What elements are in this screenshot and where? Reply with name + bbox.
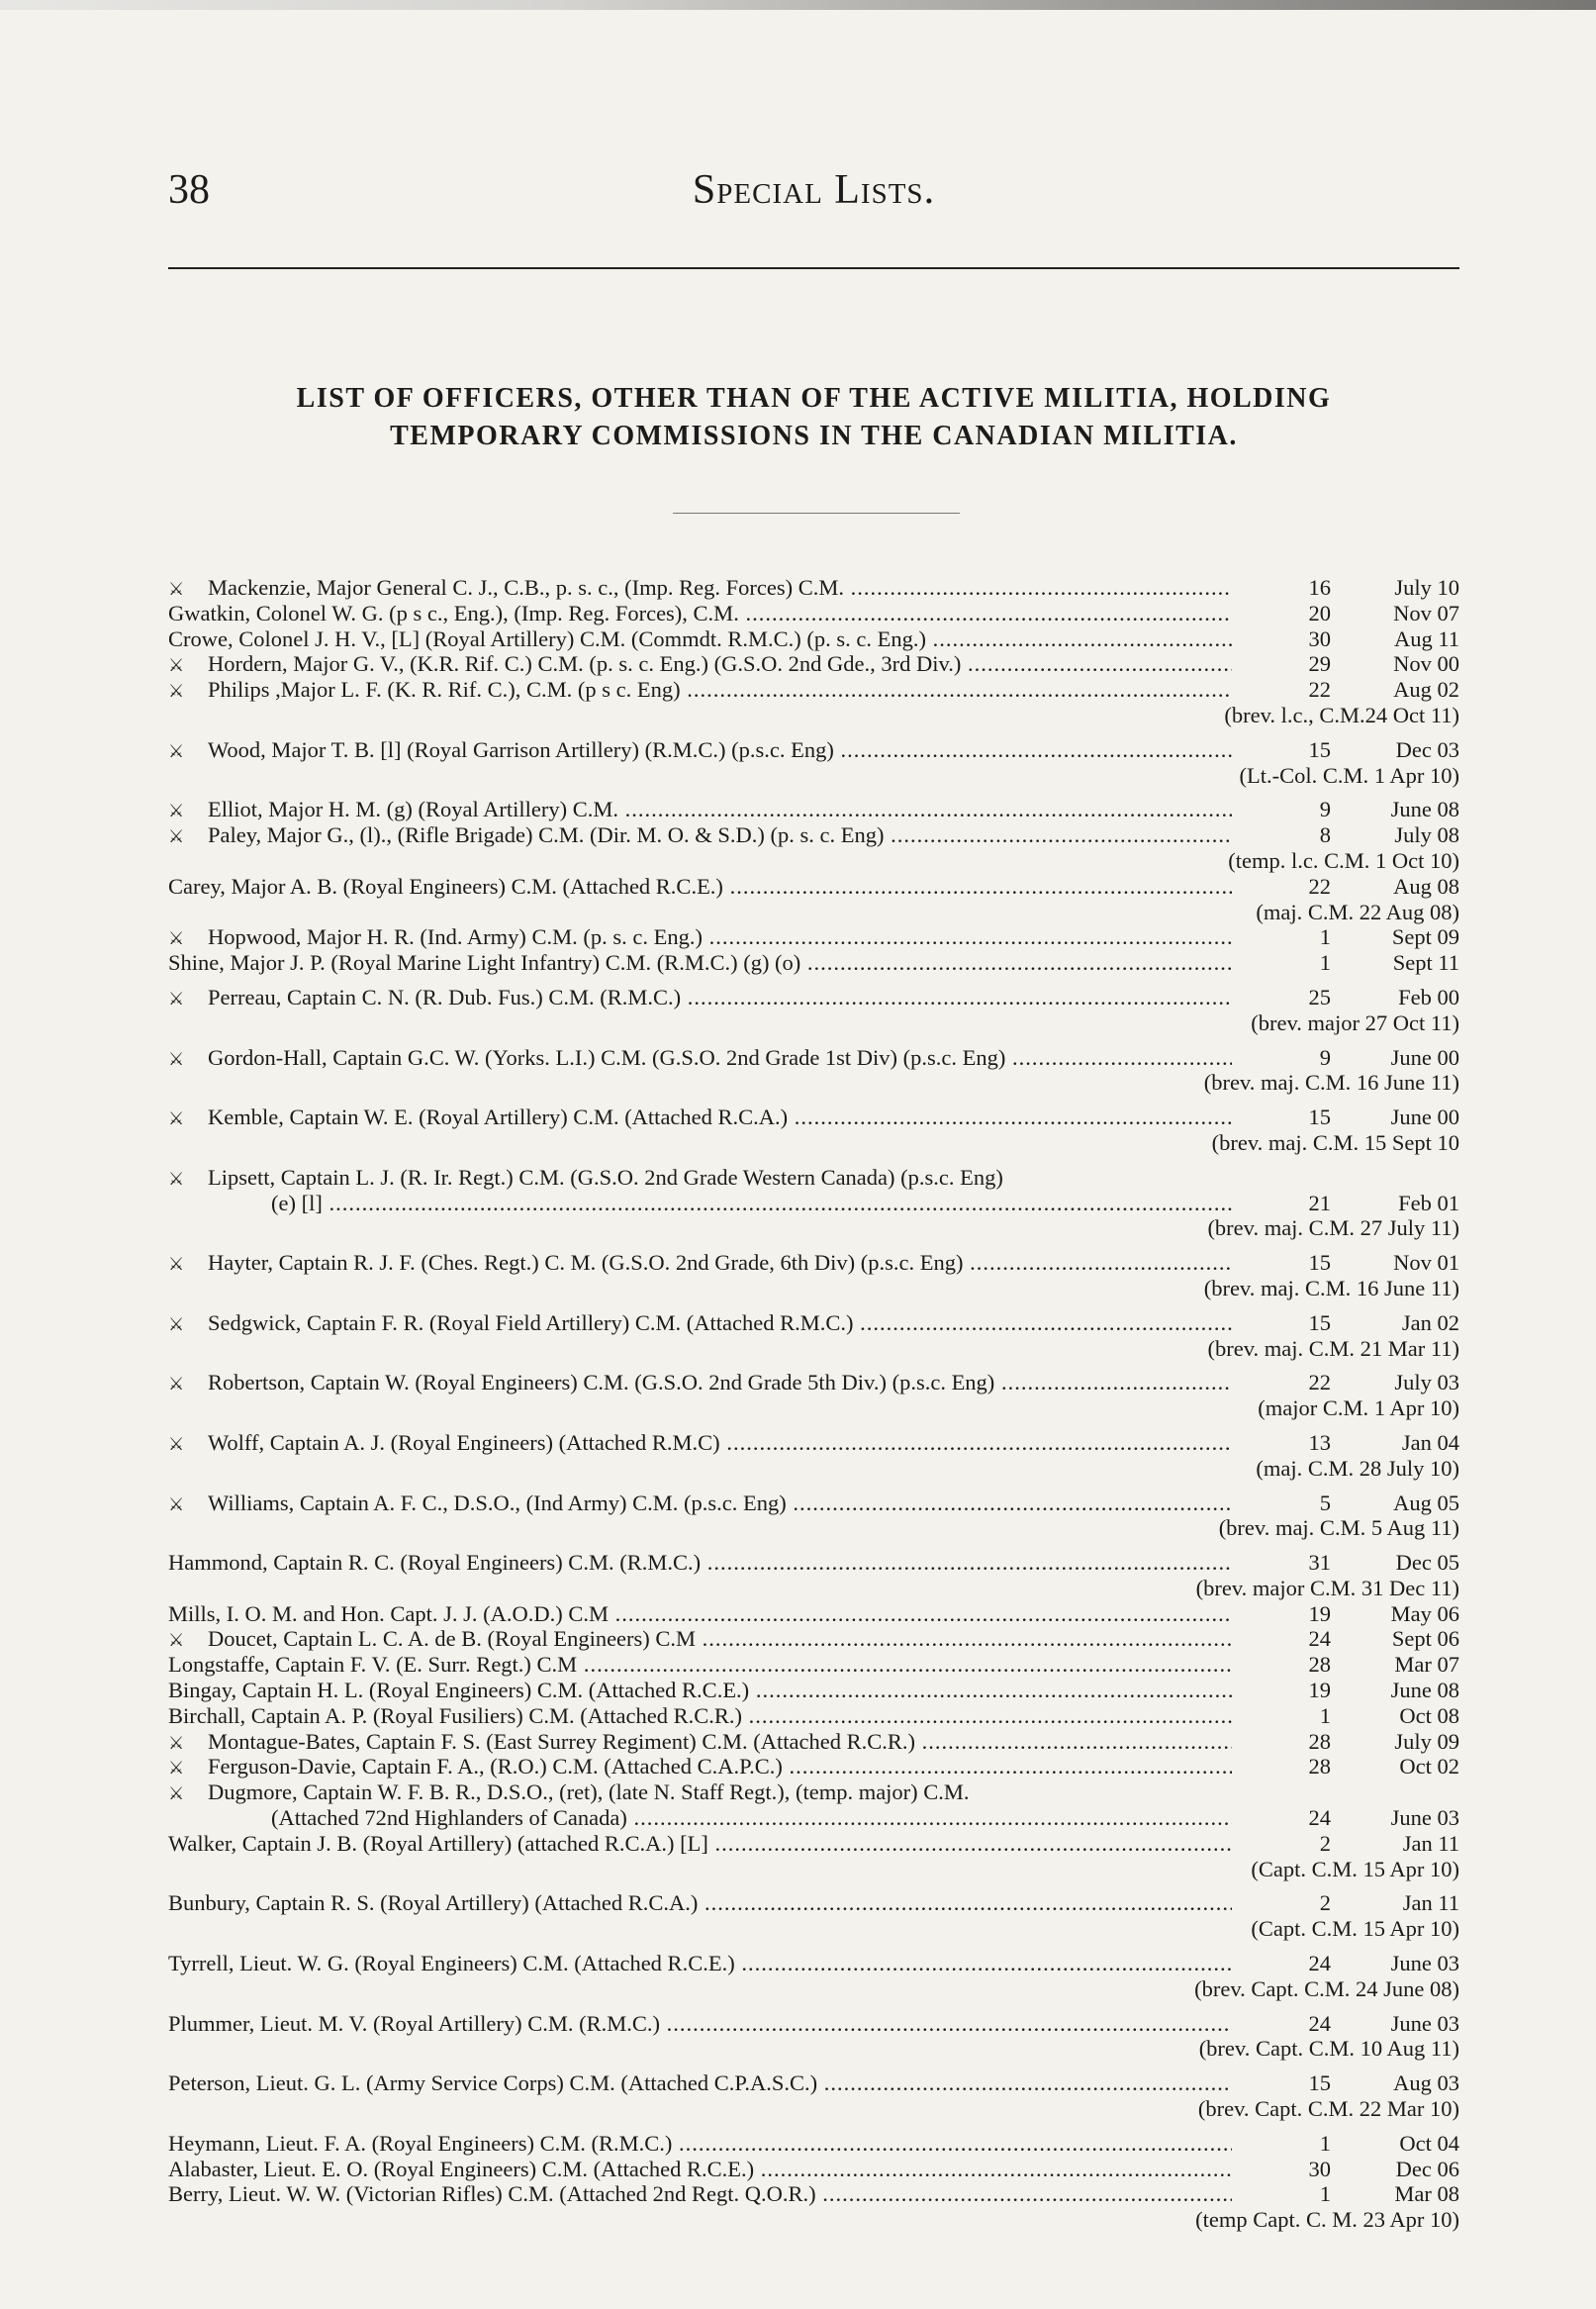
officer-entry-line bbox=[168, 822, 1459, 848]
officer-entry-line bbox=[168, 1310, 1459, 1336]
officer-entry-note-line bbox=[168, 2207, 1459, 2233]
entry-day: 24 bbox=[1308, 2010, 1331, 2036]
crossed-swords-icon: ⚔ bbox=[168, 1433, 185, 1454]
entry-day: 2 bbox=[1319, 1830, 1331, 1856]
officer-entry-line bbox=[168, 1729, 1459, 1755]
officer-name: Carey, Major A. B. (Royal Engineers) C.M. (Attached R.C.E.) bbox=[168, 873, 723, 899]
entry-date: Dec 06 bbox=[1395, 2156, 1459, 2181]
entry-day: 1 bbox=[1319, 924, 1331, 950]
officer-entry-line bbox=[168, 1105, 1459, 1130]
officer-name: Peterson, Lieut. G. L. (Army Service Corps) C.M. (Attached C.P.A.S.C.) bbox=[168, 2070, 818, 2096]
entry-date: Oct 04 bbox=[1399, 2130, 1459, 2156]
entry-date: Sept 11 bbox=[1392, 950, 1459, 976]
officer-entry-line bbox=[168, 1780, 1459, 1805]
entry-date: June 00 bbox=[1390, 1105, 1459, 1130]
entry-date: July 10 bbox=[1394, 575, 1459, 600]
entry-day: 16 bbox=[1308, 575, 1331, 600]
entry-date: Aug 11 bbox=[1393, 625, 1459, 651]
entry-day: 30 bbox=[1308, 625, 1331, 651]
officer-entry-text bbox=[168, 1678, 1232, 1703]
officer-entry-line bbox=[168, 2157, 1459, 2182]
officer-entry-note-line bbox=[168, 1576, 1459, 1601]
crossed-swords-icon: ⚔ bbox=[168, 1048, 185, 1069]
officer-name: Walker, Captain J. B. (Royal Artillery) (attached R.C.A.) [L] bbox=[168, 1830, 708, 1856]
brevet-note: (brev. Capt. C.M. 22 Mar 10) bbox=[1197, 2096, 1459, 2122]
officer-name: Sedgwick, Captain F. R. (Royal Field Artillery) C.M. (Attached R.M.C.) bbox=[208, 1309, 854, 1335]
entry-date: Jan 02 bbox=[1401, 1309, 1459, 1335]
officer-entry-text bbox=[168, 1491, 1232, 1518]
officer-name: Dugmore, Captain W. F. B. R., D.S.O., (ret), (late N. Staff Regt.), (temp. major) C.M. bbox=[208, 1780, 970, 1805]
officer-entry-text bbox=[168, 1890, 1232, 1916]
officer-entry-line bbox=[168, 2070, 1459, 2096]
entry-day: 15 bbox=[1308, 1250, 1331, 1276]
officer-entry-continuation bbox=[168, 1191, 1459, 1216]
officer-entry-line bbox=[168, 985, 1459, 1010]
entry-day: 24 bbox=[1308, 1951, 1331, 1976]
brevet-note: (brev. maj. C.M. 21 Mar 11) bbox=[1207, 1335, 1459, 1361]
officer-entry-text bbox=[168, 677, 1232, 705]
officer-entry-line bbox=[168, 1951, 1459, 1976]
officer-entry-line bbox=[168, 1831, 1459, 1857]
crossed-swords-icon: ⚔ bbox=[168, 988, 185, 1009]
officer-name: Wolff, Captain A. J. (Royal Engineers) (Attached R.M.C) bbox=[208, 1429, 720, 1455]
officer-entry-text bbox=[168, 1626, 1232, 1654]
entry-day: 29 bbox=[1308, 651, 1331, 677]
section-divider bbox=[673, 513, 960, 514]
officer-entry-line bbox=[168, 1652, 1459, 1678]
officer-name: Plummer, Lieut. M. V. (Royal Artillery) C.M. (R.M.C.) bbox=[168, 2010, 661, 2036]
officer-name: Hordern, Major G. V., (K.R. Rif. C.) C.M. (p. s. c. Eng.) (G.S.O. 2nd Gde., 3rd Div.) bbox=[208, 651, 962, 677]
crossed-swords-icon: ⚔ bbox=[168, 1168, 185, 1189]
officer-entry-line bbox=[168, 1754, 1459, 1780]
officer-entry-line bbox=[168, 626, 1459, 652]
entry-date: July 08 bbox=[1394, 822, 1459, 848]
officer-name: Crowe, Colonel J. H. V., [L] (Royal Artillery) C.M. (Commdt. R.M.C.) (p. s. c. Eng.) bbox=[168, 625, 926, 651]
entry-date: June 03 bbox=[1390, 1805, 1459, 1831]
entry-date: Nov 01 bbox=[1393, 1250, 1459, 1276]
entry-day: 8 bbox=[1319, 822, 1331, 848]
officer-entry-note-line bbox=[168, 1857, 1459, 1882]
officer-name: Williams, Captain A. F. C., D.S.O., (Ind Army) C.M. (p.s.c. Eng) bbox=[208, 1490, 787, 1515]
entry-date: Dec 05 bbox=[1395, 1550, 1459, 1576]
officer-entry-line bbox=[168, 1601, 1459, 1627]
officer-entry-text bbox=[168, 874, 1232, 900]
officer-entry-note-line bbox=[168, 848, 1459, 874]
brevet-note: (brev. Capt. C.M. 10 Aug 11) bbox=[1198, 2036, 1459, 2062]
officer-name: Mills, I. O. M. and Hon. Capt. J. J. (A.O.D.) C.M bbox=[168, 1600, 610, 1626]
brevet-note: (major C.M. 1 Apr 10) bbox=[1258, 1395, 1459, 1421]
officer-name: Robertson, Captain W. (Royal Engineers) C.M. (G.S.O. 2nd Grade 5th Div.) (p.s.c. Eng) bbox=[208, 1370, 995, 1395]
entry-date: July 09 bbox=[1394, 1728, 1459, 1754]
entry-date: Mar 07 bbox=[1394, 1652, 1459, 1678]
officer-entry-note-line bbox=[168, 1916, 1459, 1942]
officer-entry-note-line bbox=[168, 1276, 1459, 1301]
officer-entry-text bbox=[168, 1310, 1232, 1338]
officer-entry-line bbox=[168, 1703, 1459, 1729]
brevet-note: (temp. l.c. C.M. 1 Oct 10) bbox=[1228, 847, 1459, 873]
entry-date: Jan 11 bbox=[1402, 1830, 1459, 1856]
officer-name: Hopwood, Major H. R. (Ind. Army) C.M. (p. s. c. Eng.) bbox=[208, 924, 703, 950]
officer-entry-note-line bbox=[168, 2096, 1459, 2122]
officer-entry-note-line bbox=[168, 763, 1459, 789]
officer-entry-line bbox=[168, 874, 1459, 900]
crossed-swords-icon: ⚔ bbox=[168, 1108, 185, 1129]
officer-entry-text bbox=[168, 1780, 1232, 1807]
officer-entry-note-line bbox=[168, 2036, 1459, 2062]
brevet-note: (brev. Capt. C.M. 24 June 08) bbox=[1194, 1975, 1459, 2001]
officer-entry-text bbox=[168, 950, 1232, 976]
entry-day: 15 bbox=[1308, 1105, 1331, 1130]
officer-entry-line bbox=[168, 601, 1459, 626]
list-title-line-2: TEMPORARY COMMISSIONS IN THE CANADIAN MILITIA. bbox=[390, 421, 1238, 451]
officer-entry-continuation bbox=[168, 1805, 1459, 1831]
officer-name: Ferguson-Davie, Captain F. A., (R.O.) C.M. (Attached C.A.P.C.) bbox=[208, 1754, 783, 1780]
officer-entry-text bbox=[168, 1045, 1232, 1073]
running-title: Special Lists. bbox=[692, 167, 936, 213]
officer-entry-cont-text: (Attached 72nd Highlanders of Canada) ..... bbox=[168, 1805, 1232, 1831]
officer-name: Alabaster, Lieut. E. O. (Royal Engineers) C.M. (Attached R.C.E.) bbox=[168, 2156, 755, 2181]
entry-day: 28 bbox=[1308, 1754, 1331, 1780]
entry-day: 15 bbox=[1308, 736, 1331, 762]
officer-entry-text bbox=[168, 1703, 1232, 1729]
entry-date: Oct 02 bbox=[1399, 1754, 1459, 1780]
officer-entry-text bbox=[168, 2011, 1232, 2037]
scan-edge bbox=[0, 0, 1596, 10]
officer-entry-text bbox=[168, 797, 1232, 824]
officer-entry-line bbox=[168, 1626, 1459, 1652]
entry-day: 19 bbox=[1308, 1678, 1331, 1703]
entry-date: Mar 08 bbox=[1394, 2181, 1459, 2207]
list-title bbox=[168, 380, 1459, 455]
officer-entry-text bbox=[168, 1550, 1232, 1576]
officer-entry-text bbox=[168, 1430, 1232, 1458]
page-header bbox=[168, 166, 1459, 226]
officer-entry-text bbox=[168, 2157, 1232, 2182]
officer-entry-line bbox=[168, 1491, 1459, 1516]
crossed-swords-icon: ⚔ bbox=[168, 740, 185, 761]
officer-entry-line bbox=[168, 924, 1459, 950]
brevet-note: (brev. l.c., C.M.24 Oct 11) bbox=[1224, 702, 1459, 727]
officer-entry-text bbox=[168, 1601, 1232, 1627]
officer-name: Perreau, Captain C. N. (R. Dub. Fus.) C.M. (R.M.C.) bbox=[208, 984, 682, 1010]
entry-date: Sept 06 bbox=[1391, 1626, 1459, 1652]
entry-day: 21 bbox=[1308, 1190, 1331, 1215]
entry-day: 1 bbox=[1319, 950, 1331, 976]
officer-name: Gwatkin, Colonel W. G. (p s c., Eng.), (Imp. Reg. Forces), C.M. bbox=[168, 600, 739, 625]
officer-name: Kemble, Captain W. E. (Royal Artillery) C.M. (Attached R.C.A.) bbox=[208, 1105, 789, 1130]
brevet-note: (brev. major C.M. 31 Dec 11) bbox=[1195, 1575, 1459, 1600]
brevet-note: (brev. major 27 Oct 11) bbox=[1251, 1010, 1459, 1035]
entry-day: 31 bbox=[1308, 1550, 1331, 1576]
officer-name: Mackenzie, Major General C. J., C.B., p. s. c., (Imp. Reg. Forces) C.M. bbox=[208, 575, 844, 600]
officer-entry-note-line bbox=[168, 1515, 1459, 1541]
page-number: 38 bbox=[168, 167, 210, 213]
officer-name: Wood, Major T. B. [l] (Royal Garrison Artillery) (R.M.C.) (p.s.c. Eng) bbox=[208, 736, 834, 762]
entry-day: 24 bbox=[1308, 1626, 1331, 1652]
crossed-swords-icon: ⚔ bbox=[168, 655, 185, 676]
officer-entry-note-line bbox=[168, 1976, 1459, 2002]
officer-name: Heymann, Lieut. F. A. (Royal Engineers) C.M. (R.M.C.) bbox=[168, 2130, 673, 2156]
entry-day: 2 bbox=[1319, 1890, 1331, 1916]
officer-entry-text bbox=[168, 626, 1232, 652]
officer-name: Doucet, Captain L. C. A. de B. (Royal Engineers) C.M bbox=[208, 1626, 697, 1652]
officer-entry-line bbox=[168, 1370, 1459, 1395]
entry-day: 15 bbox=[1308, 2070, 1331, 2096]
officer-name: Bingay, Captain H. L. (Royal Engineers) C.M. (Attached R.C.E.) bbox=[168, 1678, 750, 1703]
officer-entry-text bbox=[168, 575, 1232, 603]
officer-entry-line bbox=[168, 1045, 1459, 1071]
officer-entry-text bbox=[168, 737, 1232, 765]
officer-name: Longstaffe, Captain F. V. (E. Surr. Regt.) C.M bbox=[168, 1652, 578, 1678]
entry-day: 22 bbox=[1308, 1370, 1331, 1395]
entry-date: Nov 07 bbox=[1393, 600, 1459, 625]
officer-entry-line bbox=[168, 2181, 1459, 2207]
officer-entry-note-line bbox=[168, 1395, 1459, 1421]
officer-name: Gordon-Hall, Captain G.C. W. (Yorks. L.I.) C.M. (G.S.O. 2nd Grade 1st Div) (p.s.c. Eng) bbox=[208, 1044, 1006, 1070]
crossed-swords-icon: ⚔ bbox=[168, 579, 185, 599]
officer-list bbox=[168, 575, 1459, 2233]
entry-day: 9 bbox=[1319, 797, 1331, 822]
entry-date: June 08 bbox=[1390, 1678, 1459, 1703]
officer-entry-note-line bbox=[168, 1070, 1459, 1096]
crossed-swords-icon: ⚔ bbox=[168, 1254, 185, 1275]
officer-entry-line bbox=[168, 1550, 1459, 1576]
entry-date: July 03 bbox=[1394, 1370, 1459, 1395]
officer-entry-line bbox=[168, 1678, 1459, 1703]
officer-name: Hayter, Captain R. J. F. (Ches. Regt.) C. M. (G.S.O. 2nd Grade, 6th Div) (p.s.c. Eng) bbox=[208, 1250, 964, 1276]
officer-name: Philips ,Major L. F. (K. R. Rif. C.), C.M. (p s c. Eng) bbox=[208, 677, 681, 703]
officer-entry-cont-text: (e) [l] ..... bbox=[168, 1191, 1232, 1216]
crossed-swords-icon: ⚔ bbox=[168, 1758, 185, 1779]
entry-day: 30 bbox=[1308, 2156, 1331, 2181]
entry-day: 28 bbox=[1308, 1728, 1331, 1754]
brevet-note: (temp Capt. C. M. 23 Apr 10) bbox=[1195, 2207, 1459, 2233]
brevet-note: (Capt. C.M. 15 Apr 10) bbox=[1251, 1916, 1459, 1942]
crossed-swords-icon: ⚔ bbox=[168, 681, 185, 702]
entry-day: 1 bbox=[1319, 2130, 1331, 2156]
officer-entry-text bbox=[168, 2070, 1232, 2096]
crossed-swords-icon: ⚔ bbox=[168, 1630, 185, 1651]
crossed-swords-icon: ⚔ bbox=[168, 928, 185, 949]
officer-entry-note-line bbox=[168, 900, 1459, 925]
officer-entry-text bbox=[168, 601, 1232, 626]
officer-entry-text bbox=[168, 924, 1232, 952]
list-title-line-1: LIST OF OFFICERS, OTHER THAN OF THE ACTIVE MILITIA, HOLDING bbox=[296, 383, 1332, 414]
officer-entry-text bbox=[168, 1729, 1232, 1757]
entry-day: 22 bbox=[1308, 873, 1331, 899]
officer-entry-line bbox=[168, 950, 1459, 976]
officer-entry-line bbox=[168, 677, 1459, 703]
officer-name: Lipsett, Captain L. J. (R. Ir. Regt.) C.M. (G.S.O. 2nd Grade Western Canada) (p.s.c. Eng) bbox=[208, 1164, 1003, 1190]
entry-date: Feb 00 bbox=[1398, 984, 1459, 1010]
entry-date: June 03 bbox=[1390, 2010, 1459, 2036]
entry-day: 28 bbox=[1308, 1652, 1331, 1678]
brevet-note: (brev. maj. C.M. 27 July 11) bbox=[1207, 1215, 1459, 1241]
officer-entry-note-line bbox=[168, 703, 1459, 728]
officer-entry-line bbox=[168, 1430, 1459, 1456]
officer-name: Shine, Major J. P. (Royal Marine Light Infantry) C.M. (R.M.C.) (g) (o) bbox=[168, 950, 801, 976]
crossed-swords-icon: ⚔ bbox=[168, 1374, 185, 1395]
entry-date: Aug 08 bbox=[1393, 873, 1459, 899]
officer-name: Bunbury, Captain R. S. (Royal Artillery) (Attached R.C.A.) bbox=[168, 1890, 699, 1916]
officer-entry-line bbox=[168, 1165, 1459, 1191]
brevet-note: (Lt.-Col. C.M. 1 Apr 10) bbox=[1239, 762, 1459, 788]
crossed-swords-icon: ⚔ bbox=[168, 826, 185, 847]
officer-entry-text bbox=[168, 1165, 1232, 1193]
brevet-note: (brev. maj. C.M. 5 Aug 11) bbox=[1218, 1515, 1459, 1541]
crossed-swords-icon: ⚔ bbox=[168, 1493, 185, 1514]
entry-date: June 00 bbox=[1390, 1044, 1459, 1070]
crossed-swords-icon: ⚔ bbox=[168, 1783, 185, 1804]
officer-entry-line bbox=[168, 2011, 1459, 2037]
entry-day: 5 bbox=[1319, 1490, 1331, 1515]
officer-entry-text bbox=[168, 1754, 1232, 1781]
entry-date: Dec 03 bbox=[1395, 736, 1459, 762]
crossed-swords-icon: ⚔ bbox=[168, 1313, 185, 1334]
crossed-swords-icon: ⚔ bbox=[168, 1732, 185, 1753]
entry-date: May 06 bbox=[1390, 1600, 1459, 1626]
entry-day: 25 bbox=[1308, 984, 1331, 1010]
crossed-swords-icon: ⚔ bbox=[168, 801, 185, 821]
officer-entry-text bbox=[168, 985, 1232, 1012]
officer-name: Hammond, Captain R. C. (Royal Engineers) C.M. (R.M.C.) bbox=[168, 1550, 702, 1576]
officer-entry-text bbox=[168, 1652, 1232, 1678]
entry-date: Aug 02 bbox=[1393, 677, 1459, 703]
entry-date: Aug 05 bbox=[1393, 1490, 1459, 1515]
officer-entry-note-line bbox=[168, 1215, 1459, 1241]
officer-name: Montague-Bates, Captain F. S. (East Surrey Regiment) C.M. (Attached R.C.R.) bbox=[208, 1728, 915, 1754]
entry-date: June 03 bbox=[1390, 1951, 1459, 1976]
officer-name: Birchall, Captain A. P. (Royal Fusiliers) C.M. (Attached R.C.R.) bbox=[168, 1702, 742, 1728]
header-rule bbox=[168, 267, 1459, 269]
entry-day: 19 bbox=[1308, 1600, 1331, 1626]
entry-date: Oct 08 bbox=[1399, 1702, 1459, 1728]
officer-entry-text bbox=[168, 2131, 1232, 2157]
officer-entry-note-line bbox=[168, 1010, 1459, 1036]
officer-name: Paley, Major G., (l)., (Rifle Brigade) C.M. (Dir. M. O. & S.D.) (p. s. c. Eng) bbox=[208, 822, 885, 848]
officer-entry-note-line bbox=[168, 1456, 1459, 1482]
officer-entry-line bbox=[168, 1890, 1459, 1916]
officer-entry-text bbox=[168, 1831, 1232, 1857]
entry-day: 24 bbox=[1308, 1805, 1331, 1831]
entry-day: 1 bbox=[1319, 1702, 1331, 1728]
entry-day: 9 bbox=[1319, 1044, 1331, 1070]
brevet-note: (brev. maj. C.M. 15 Sept 10 bbox=[1211, 1129, 1459, 1155]
entry-date: June 08 bbox=[1390, 797, 1459, 822]
officer-entry-text bbox=[168, 1370, 1232, 1397]
officer-entry-line bbox=[168, 1250, 1459, 1276]
entry-date: Aug 03 bbox=[1393, 2070, 1459, 2096]
officer-entry-text bbox=[168, 651, 1232, 679]
officer-entry-line bbox=[168, 737, 1459, 763]
entry-date: Jan 04 bbox=[1401, 1429, 1459, 1455]
officer-entry-line bbox=[168, 651, 1459, 677]
brevet-note: (maj. C.M. 28 July 10) bbox=[1256, 1455, 1459, 1481]
entry-day: 22 bbox=[1308, 677, 1331, 703]
officer-entry-note-line bbox=[168, 1130, 1459, 1156]
brevet-note: (maj. C.M. 22 Aug 08) bbox=[1256, 899, 1459, 924]
brevet-note: (brev. maj. C.M. 16 June 11) bbox=[1203, 1070, 1459, 1096]
officer-entry-text bbox=[168, 822, 1232, 850]
entry-date: Sept 09 bbox=[1391, 924, 1459, 950]
officer-name: Tyrrell, Lieut. W. G. (Royal Engineers) C.M. (Attached R.C.E.) bbox=[168, 1951, 735, 1976]
officer-entry-text bbox=[168, 1951, 1232, 1976]
officer-name: Elliot, Major H. M. (g) (Royal Artillery) C.M. bbox=[208, 797, 618, 822]
entry-day: 15 bbox=[1308, 1309, 1331, 1335]
officer-entry-line bbox=[168, 575, 1459, 601]
officer-name: Berry, Lieut. W. W. (Victorian Rifles) C.M. (Attached 2nd Regt. Q.O.R.) bbox=[168, 2181, 816, 2207]
officer-entry-text bbox=[168, 2181, 1232, 2207]
officer-entry-text bbox=[168, 1250, 1232, 1278]
officer-entry-text bbox=[168, 1105, 1232, 1132]
entry-day: 13 bbox=[1308, 1429, 1331, 1455]
entry-day: 1 bbox=[1319, 2181, 1331, 2207]
entry-date: Jan 11 bbox=[1402, 1890, 1459, 1916]
officer-entry-line bbox=[168, 797, 1459, 822]
officer-entry-line bbox=[168, 2131, 1459, 2157]
brevet-note: (brev. maj. C.M. 16 June 11) bbox=[1203, 1275, 1459, 1300]
entry-date: Nov 00 bbox=[1393, 651, 1459, 677]
entry-date: Feb 01 bbox=[1398, 1190, 1459, 1215]
officer-entry-note-line bbox=[168, 1336, 1459, 1362]
entry-day: 20 bbox=[1308, 600, 1331, 625]
brevet-note: (Capt. C.M. 15 Apr 10) bbox=[1251, 1856, 1459, 1881]
